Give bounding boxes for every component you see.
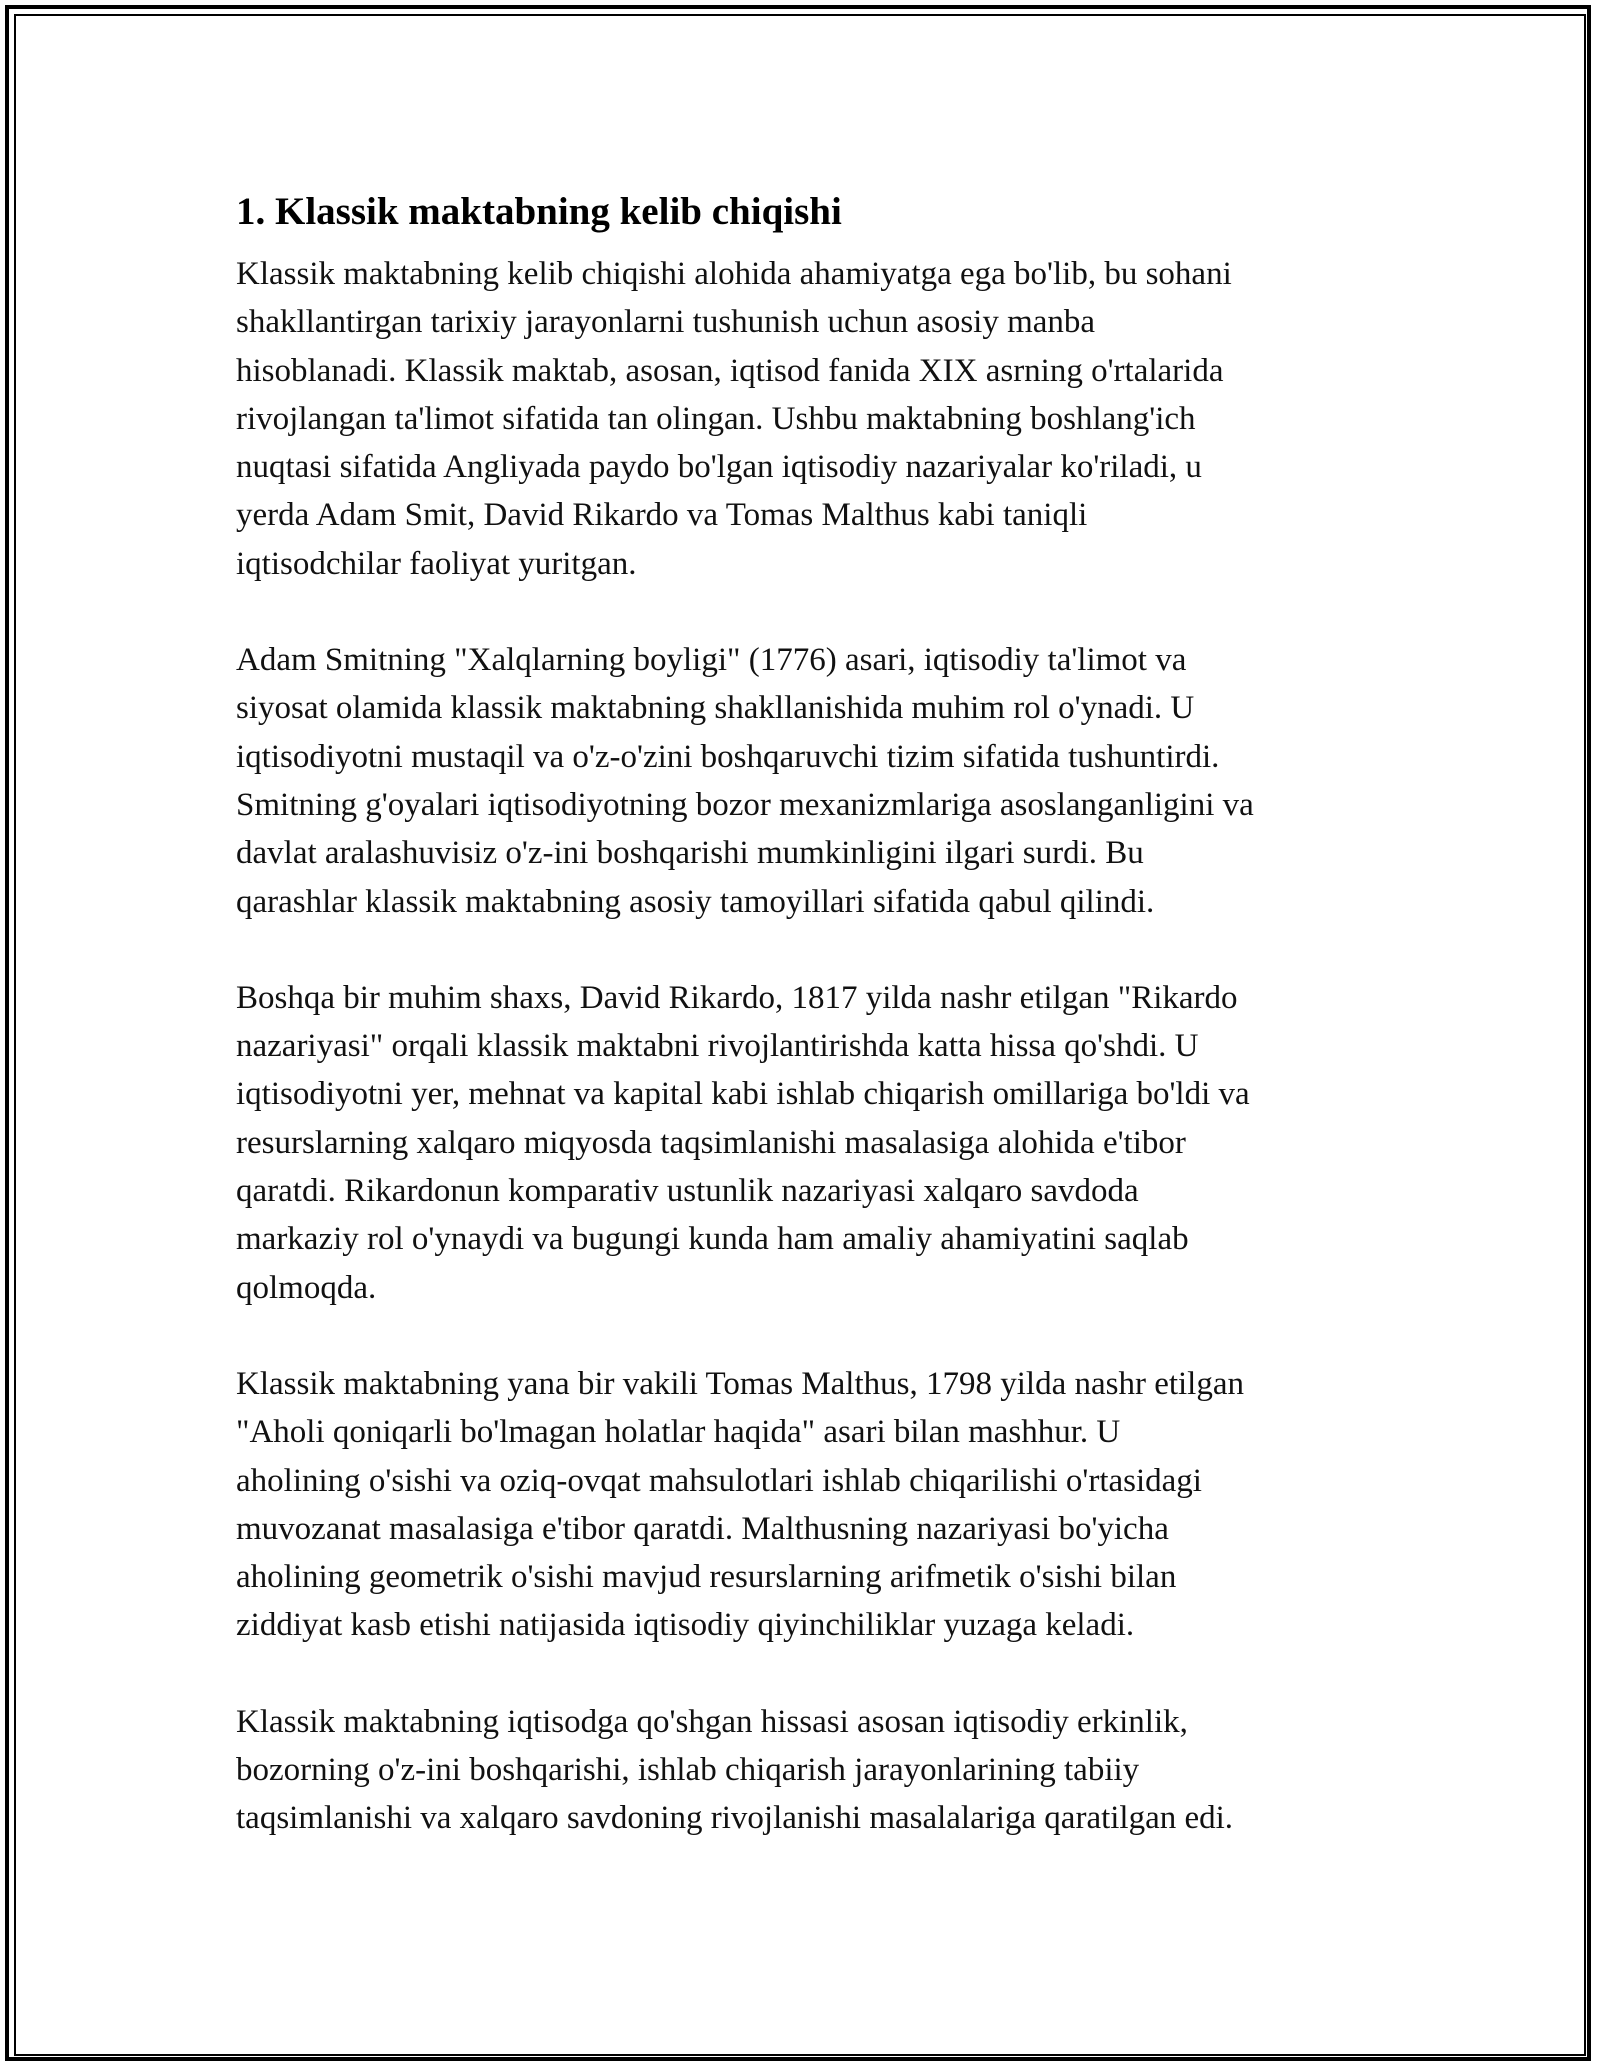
paragraph-origin: Klassik maktabning kelib chiqishi alohida ahamiyatga ega bo'lib, bu sohani shakllantirgan tarixiy jarayonlarni tushunish uchun asosiy manba hisoblanadi. Klassik maktab, asosan, iqtisod fanida XIX asrning o'rtalarida rivojlangan ta'limot sifatida tan olingan. Ushbu maktabning boshlang'ich nuqtasi sifatida Angliyada paydo bo'lgan iqtisodiy nazariyalar ko'riladi, u yerda Adam Smit, David Rikardo va Tomas Malthus kabi taniqli iqtisodchilar faoliyat yuritgan. bbox=[236, 256, 1232, 582]
document-body bbox=[236, 186, 1386, 1891]
section-heading: 1. Klassik maktabning kelib chiqishi bbox=[236, 190, 842, 233]
paragraph-thomas-malthus: Klassik maktabning yana bir vakili Tomas Malthus, 1798 yilda nashr etilgan "Aholi qoniqarli bo'lmagan holatlar haqida" asari bilan mashhur. U aholining o'sishi va oziq-ovqat mahsulotlari ishlab chiqarilishi o'rtasidagi muvozanat masalasiga e'tibor qaratdi. Malthusning nazariyasi bo'yicha aholining geometrik o'sishi mavjud resurslarning arifmetik o'sishi bilan ziddiyat kasb etishi natijasida iqtisodiy qiyinchiliklar yuzaga keladi. bbox=[236, 1365, 1244, 1644]
paragraph-contribution: Klassik maktabning iqtisodga qo'shgan hissasi asosan iqtisodiy erkinlik, bozorning o'z-ini boshqarishi, ishlab chiqarish jarayonlarining tabiiy taqsimlanishi va xalqaro savdoning rivojlanishi masalalariga qaratilgan edi. bbox=[236, 1703, 1234, 1837]
paragraph-david-ricardo: Boshqa bir muhim shaxs, David Rikardo, 1817 yilda nashr etilgan "Rikardo nazariyasi" orqali klassik maktabni rivojlantirishda katta hissa qo'shdi. U iqtisodiyotni yer, mehnat va kapital kabi ishlab chiqarish omillariga bo'ldi va resurslarning xalqaro miqyosda taqsimlanishi masalasiga alohida e'tibor qaratdi. Rikardonun komparativ ustunlik nazariyasi xalqaro savdoda markaziy rol o'ynaydi va bugungi kunda ham amaliy ahamiyatini saqlab qolmoqda. bbox=[236, 979, 1250, 1306]
paragraph-adam-smith: Adam Smitning "Xalqlarning boyligi" (1776) asari, iqtisodiy ta'limot va siyosat olamida klassik maktabning shakllanishida muhim rol o'ynadi. U iqtisodiyotni mustaqil va o'z-o'zini boshqaruvchi tizim sifatida tushuntirdi. Smitning g'oyalari iqtisodiyotning bozor mexanizmlariga asoslanganligini va davlat aralashuvisiz o'z-ini boshqarishi mumkinligini ilgari surdi. Bu qarashlar klassik maktabning asosiy tamoyillari sifatida qabul qilindi. bbox=[236, 642, 1254, 920]
